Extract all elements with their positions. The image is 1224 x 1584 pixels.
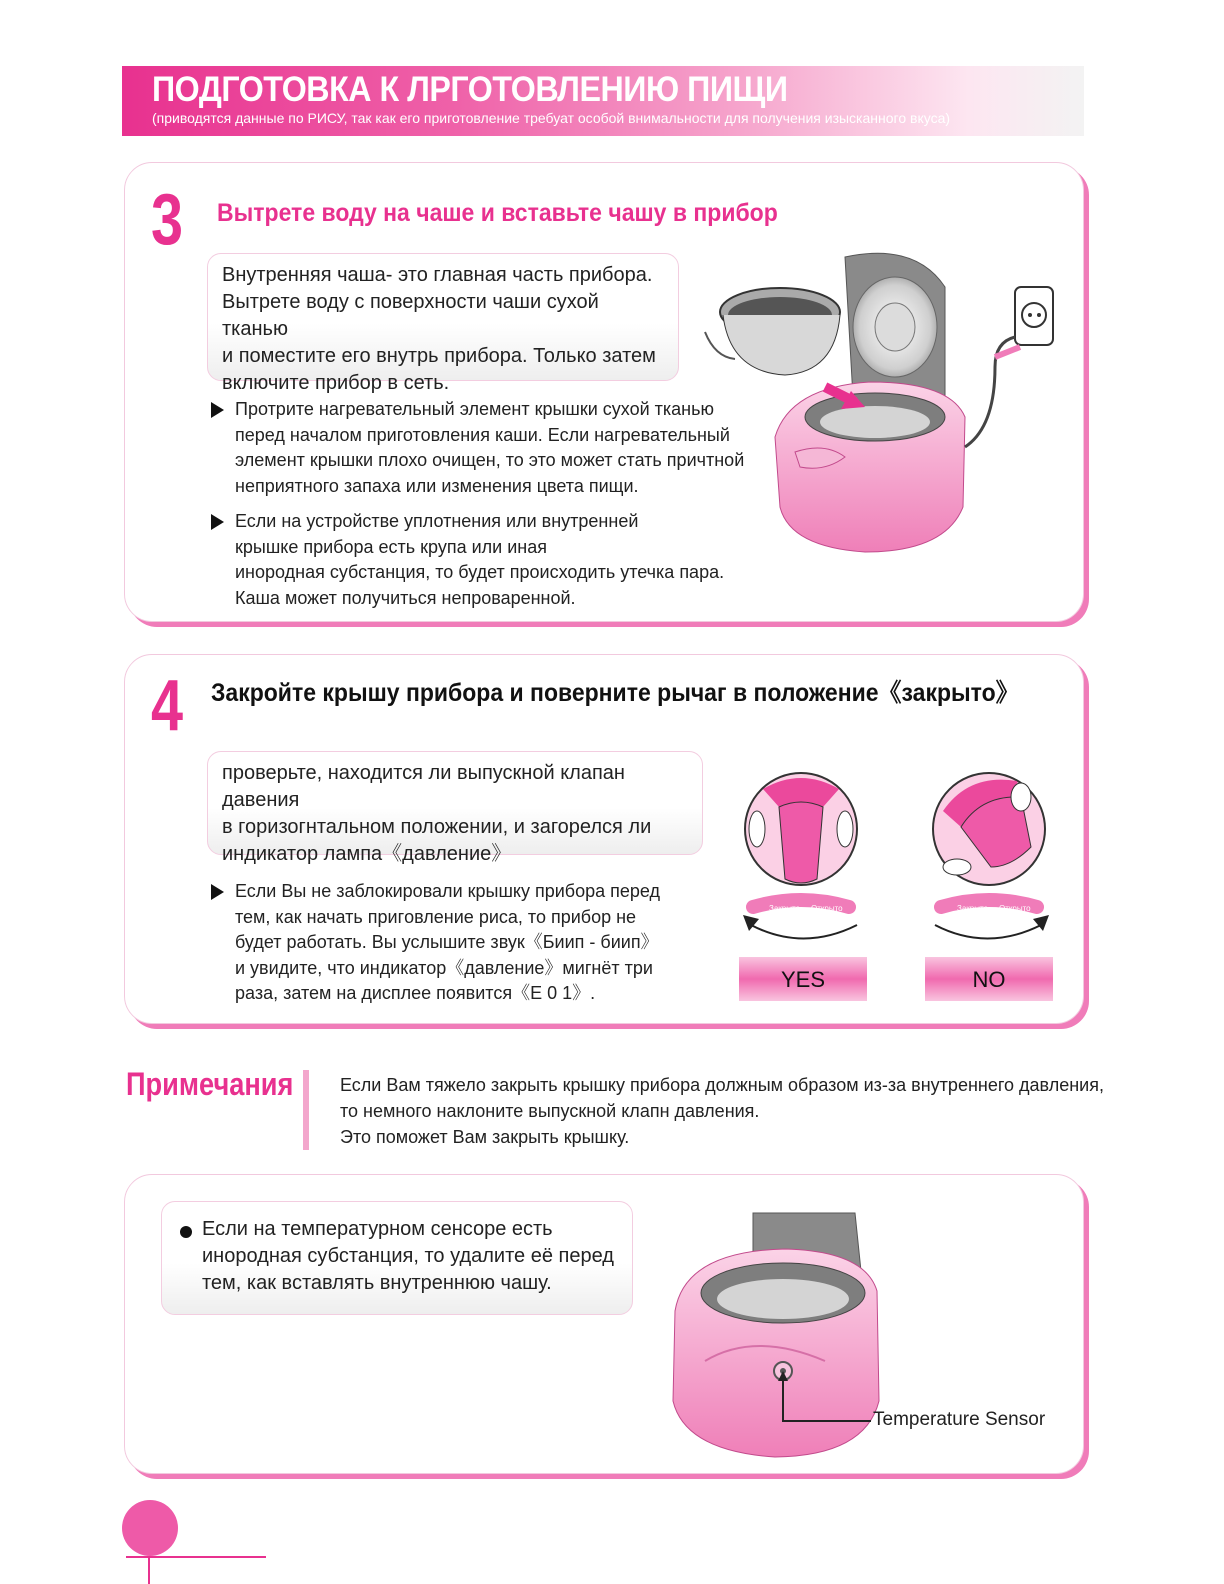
box-line: Внутренняя чаша- это главная часть прибора. — [222, 264, 653, 286]
step-3-panel — [124, 162, 1084, 622]
step-3-number: 3 — [151, 180, 184, 260]
notes-line: Если Вам тяжело закрыть крышку прибора должным образом из-за внутреннего давления, — [340, 1075, 1104, 1095]
sensor-pointer-line — [775, 1371, 875, 1431]
box-line: тем, как вставлять внутреннюю чашу. — [202, 1272, 552, 1294]
notes-text — [340, 1072, 1110, 1150]
step-4-info-box — [207, 751, 703, 865]
sensor-info-box — [161, 1201, 633, 1315]
box-line: индикатор лампа《давление》 — [222, 843, 512, 865]
notes-divider — [303, 1070, 309, 1150]
dial-label-open: Открыто — [811, 904, 843, 913]
bullet-line: будет работать. Вы услышите звук《Биип - биип》 — [235, 932, 659, 952]
bullet-line: Если на устройстве уплотнения или внутренней — [235, 511, 639, 531]
bullet-line: элемент крышки плохо очищен, то это может стать причтной — [235, 450, 745, 470]
bullet-line: Протрите нагревательный элемент крышки сухой тканью — [235, 399, 714, 419]
page-number-circle — [122, 1500, 178, 1556]
notes-line: то немного наклоните выпускной клапн давления. — [340, 1101, 760, 1121]
box-line: Вытрете воду с поверхности чаши сухой тканью — [222, 291, 599, 340]
bullet-line: неприятного запаха или изменения цвета пищи. — [235, 475, 639, 496]
bullet-line: раза, затем на дисплее появится《E 0 1》. — [235, 983, 596, 1003]
box-line: инородная субстанция, то удалите её перед — [202, 1245, 614, 1267]
triangle-bullet-icon — [211, 884, 224, 900]
lid-dial-open-illustration — [921, 767, 1061, 947]
page-subtitle: (приводятся данные по РИСУ, так как его приготовление требуат особой внимальности для получения изысканного вкуса) — [152, 110, 951, 126]
notes-line: Это поможет Вам закрыть крышку. — [340, 1127, 630, 1147]
box-line: включите прибор в сеть. — [222, 372, 450, 394]
bullet-line: крышке прибора есть крупа или иная — [235, 536, 547, 557]
bullet-line: Каша может получиться непроваренной. — [235, 587, 576, 608]
page-footer-tick — [148, 1556, 150, 1584]
step-3-info-box — [207, 253, 679, 394]
dial-label-closed: Закрыто — [769, 904, 801, 913]
step-3-title: Вытрете воду на чаше и вставьте чашу в прибор — [217, 199, 778, 227]
bullet-line: Если Вы не заблокировали крышку прибора перед — [235, 881, 661, 901]
box-line: проверьте, находится ли выпускной клапан давения — [222, 762, 625, 811]
page-title: ПОДГОТОВКА К ЛРГОТОВЛЕНИЮ ПИЩИ — [152, 70, 788, 109]
step-4-title: Закройте крышу прибора и поверните рычаг в положение《закрыто》 — [211, 679, 1019, 707]
cooker-insert-bowl-illustration — [695, 247, 1075, 557]
temperature-sensor-label: Temperature Sensor — [873, 1409, 1046, 1430]
box-line: Если на температурном сенсоре есть — [202, 1218, 553, 1240]
bullet-line: тем, как начать пригoвление риса, то прибор не — [235, 906, 637, 927]
no-label: NO — [925, 957, 1053, 1001]
dial-label-closed: Закрыто — [957, 904, 989, 913]
page-footer-line — [126, 1556, 266, 1558]
triangle-bullet-icon — [211, 514, 224, 530]
step-4-panel — [124, 654, 1084, 1024]
bullet-line: инородная субстанция, то будет происходить утечка пара. — [235, 562, 725, 582]
bullet-line: перед началом приготовления каши. Если нагревательный — [235, 424, 730, 445]
step-3-bullet-2 — [211, 509, 751, 611]
bullet-line: и увидите, что индикатор《давление》мигнёт три — [235, 957, 653, 978]
step-4-bullet — [211, 879, 691, 1007]
step-3-bullet-1 — [211, 397, 751, 499]
lid-dial-closed-illustration — [733, 767, 873, 947]
sensor-panel — [124, 1174, 1084, 1474]
box-line: в горизогнтальном положении, и загорелся ли — [222, 816, 652, 838]
triangle-bullet-icon — [211, 402, 224, 418]
bullet-dot-icon — [180, 1226, 192, 1238]
box-line: и поместите его внутрь прибора. Только затем — [222, 345, 656, 367]
step-4-number: 4 — [151, 666, 184, 746]
yes-label: YES — [739, 957, 867, 1001]
dial-label-open: Открыто — [999, 904, 1031, 913]
page-header — [122, 66, 1084, 136]
notes-title: Примечания — [126, 1066, 294, 1102]
